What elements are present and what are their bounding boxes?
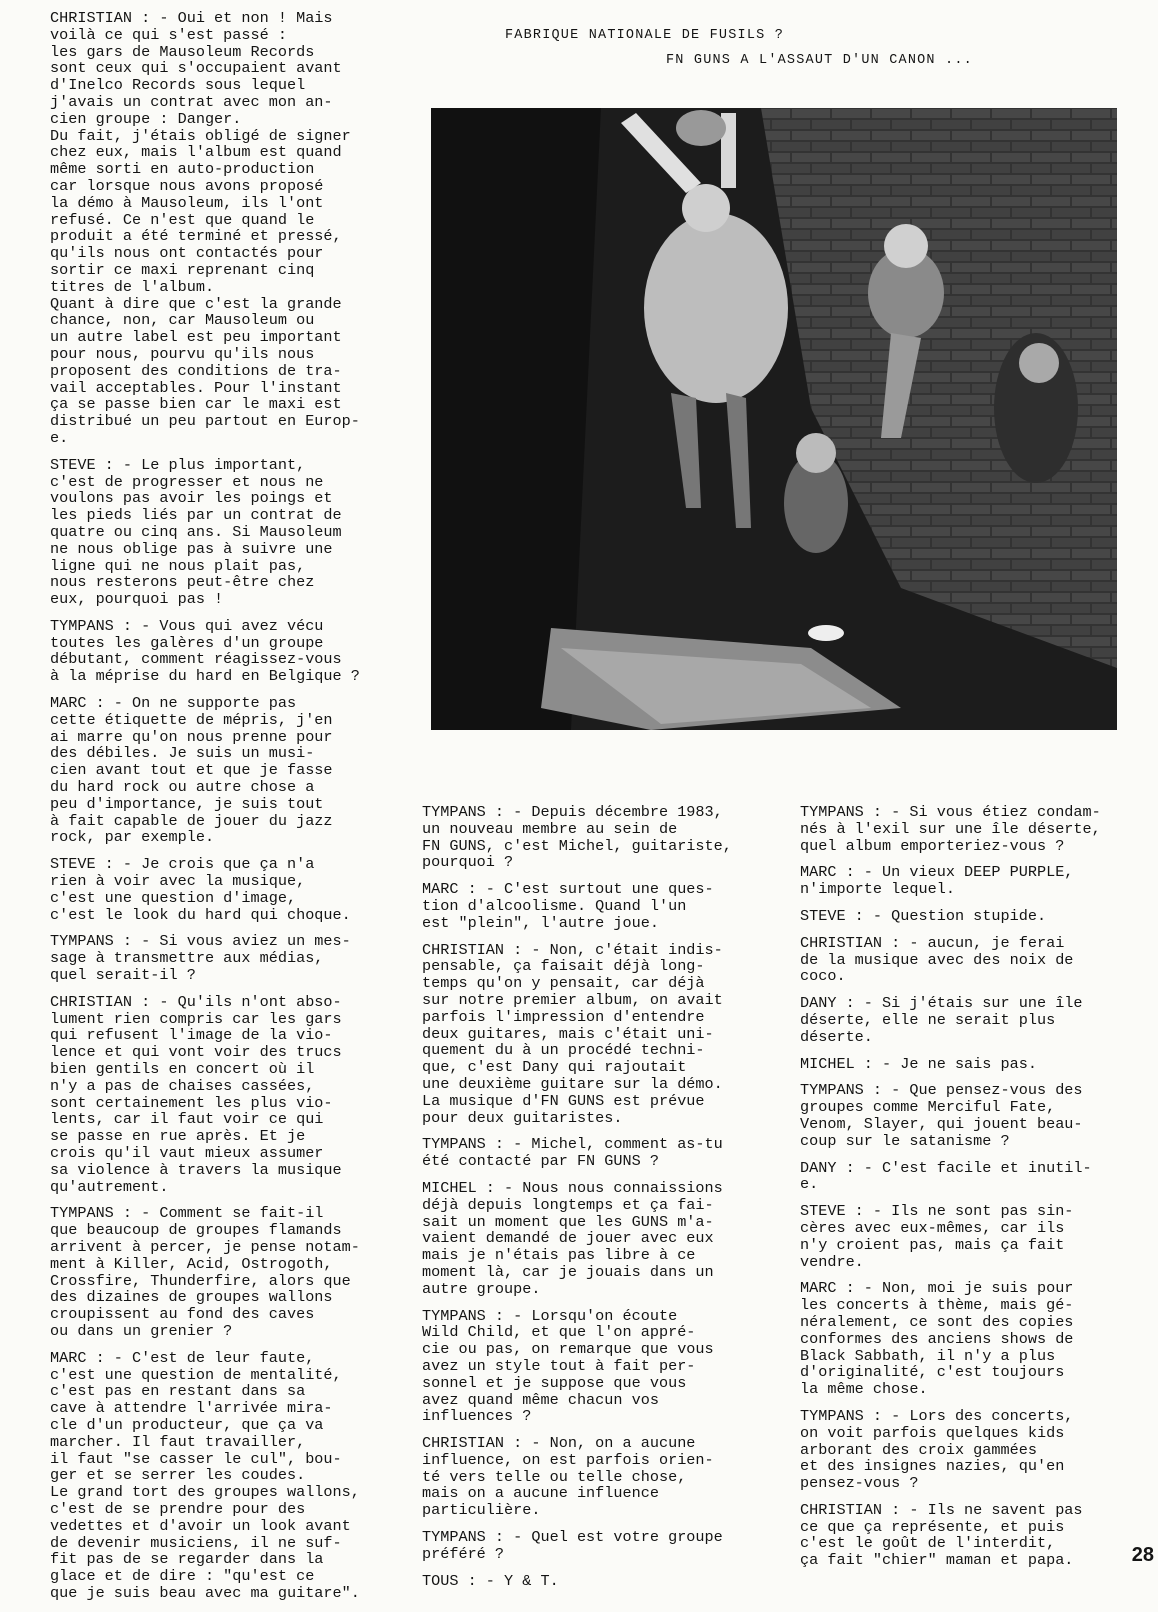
interview-paragraph: MARC : - Un vieux DEEP PURPLE, n'importe lequel. [800,863,1074,899]
interview-paragraph: TYMPANS : - Lors des concerts, on voit parfois quelques kids arborant des croix gammées et des insignes nazies, qu'en pensez-vous ? [800,1406,1074,1493]
interview-paragraph: DANY : - Si j'étais sur une île déserte, elle ne serait plus déserte. [800,994,1083,1046]
interview-paragraph: DANY : - C'est facile et inutil- e. [800,1158,1092,1194]
interview-paragraph: MARC : - Non, moi je suis pour les concerts à thème, mais gé- néralement, ce sont des copies conformes des anciens shows de Black Sabbath, il n'y a plus d'originalité, c'est toujours la même chose. [800,1279,1074,1399]
interview-paragraph: MARC : - On ne supporte pas cette étiquette de mépris, j'en ai marre qu'on nous prenne pour des débiles. Je suis un musi- cien avant tout et que je fasse du hard rock ou autre chose a peu d'importance, je suis tout à fait capable de jouer du jazz rock, par exemple. [50,694,333,847]
photo-caption-line-1: FABRIQUE NATIONALE DE FUSILS ? [505,28,785,43]
interview-paragraph: TYMPANS : - Depuis décembre 1983, un nouveau membre au sein de FN GUNS, c'est Michel, guitariste, pourquoi ? [422,803,732,872]
interview-paragraph: STEVE : - Question stupide. [800,906,1047,925]
interview-paragraph: CHRISTIAN : - Qu'ils n'ont abso- lument rien compris car les gars qui refusent l'image de la vio- lence et qui vont voir des trucs bien gentils en concert où il n'y a pas de chaises cassées, sont certainement les plus vio- lents, car il faut voir ce qui se passe en rue après. Et je crois qu'il vaut mieux assumer sa violence à travers la musique qu'autrement. [50,992,342,1196]
interview-paragraph: CHRISTIAN : - aucun, je ferai de la musique avec des noix de coco. [800,933,1074,986]
interview-paragraph: MARC : - C'est de leur faute, c'est une question de mentalité, c'est pas en restant dans sa cave à attendre l'arrivée mira- cle d'un producteur, que ça va marcher. Il faut travailler, il faut "se casser le cul", bou- ger et se serrer les coudes. Le grand tort des groupes wallons, c'est de se prendre pour des vedettes et d'avoir un look avant de devenir musiciens, il ne suf- fit pas de se regarder dans la glace et de dire : "qu'est ce que je suis beau avec ma guitare". [50,1348,360,1602]
interview-paragraph: MARC : - C'est surtout une ques- tion d'alcoolisme. Quand l'un est "plein", l'autre joue. [422,880,714,932]
interview-paragraph: STEVE : - Je crois que ça n'a rien à voir avec la musique, c'est une question d'image, c'est le look du hard qui choque. [50,855,351,924]
interview-paragraph: MICHEL : - Nous nous connaissions déjà depuis longtemps et ça fai- sait un moment que les GUNS m'a- vaient demandé de jouer avec eux mais je n'étais pas libre à ce moment là, car je jouais dans un autre groupe. [422,1178,723,1298]
interview-paragraph: MICHEL : - Je ne sais pas. [800,1054,1037,1073]
interview-paragraph: CHRISTIAN : - Ils ne savent pas ce que ça représente, et puis c'est le goût de l'interdit, ça fait "chier" maman et papa. [800,1500,1083,1570]
interview-paragraph: STEVE : - Le plus important, c'est de progresser et nous ne voulons pas avoir les poings et les pieds liés par un contrat de quatre ou cinq ans. Si Mausoleum ne nous oblige pas à suivre une ligne qui ne nous plait pas, nous resterons peut-être chez eux, pourquoi pas ! [50,455,342,609]
interview-paragraph: CHRISTIAN : - Non, on a aucune influence, on est parfois orien- té vers telle ou telle chose, mais on a aucune influence particulière. [422,1434,714,1520]
interview-paragraph: TYMPANS : - Que pensez-vous des groupes comme Merciful Fate, Venom, Slayer, qui jouent beau- coup sur le satanisme ? [800,1081,1083,1150]
interview-paragraph: TYMPANS : - Si vous étiez condam- nés à l'exil sur une île déserte, quel album emporteriez-vous ? [800,803,1101,855]
interview-paragraph: TYMPANS : - Quel est votre groupe préféré ? [422,1528,723,1563]
page-number: 28 [1131,1544,1154,1566]
interview-paragraph: CHRISTIAN : - Oui et non ! Mais voilà ce qui s'est passé : les gars de Mausoleum Records sont ceux qui s'occupaient avant d'Inelco Records sous lequel j'avais un contrat avec mon an- cien groupe : Danger. Du fait, j'étais obligé de signer chez eux, mais l'album est quand même sorti en auto-production car lorsque nous avons proposé la démo à Mausoleum, ils l'ont refusé. Ce n'est que quand le produit a été terminé et pressé, qu'ils nous ont contactés pour sortir ce maxi reprenant cinq titres de l'album. Quant à dire que c'est la grande chance, non, car Mausoleum ou un autre label est peu important pour nous, pourvu qu'ils nous proposent des conditions de tra- vail acceptables. Pour l'instant ça se passe bien car le maxi est distribué un peu partout en Europ- e. [50,9,360,447]
interview-paragraph: TOUS : - Y & T. [422,1571,559,1590]
interview-paragraph: TYMPANS : - Lorsqu'on écoute Wild Child, et que l'on appré- cie ou pas, on remarque que vous avez un style tout à fait per- sonnel et je suppose que vous avez quand même chacun vos influences ? [422,1306,714,1426]
interview-paragraph: TYMPANS : - Michel, comment as-tu été contacté par FN GUNS ? [422,1135,723,1171]
interview-paragraph: TYMPANS : - Si vous aviez un mes- sage à transmettre aux médias, quel serait-il ? [50,932,351,985]
text-column-left [50,10,390,1612]
photo-caption-line-2: FN GUNS A L'ASSAUT D'UN CANON ... [666,53,973,68]
text-column-middle [422,804,782,1599]
interview-paragraph: CHRISTIAN : - Non, c'était indis- pensable, ça faisait déjà long- temps qu'on y pensait, car déjà sur notre premier album, on avait parfois l'impression d'entendre deux guitares, mais c'était uni- quement du à un procédé techni- que, c'est Dany qui rajoutait une deuxième guitare sur la démo. La musique d'FN GUNS est prévue pour deux guitaristes. [422,940,723,1127]
text-column-right [800,804,1130,1579]
interview-paragraph: STEVE : - Ils ne sont pas sin- cères avec eux-mêmes, car ils n'y croient pas, mais ça fait vendre. [800,1202,1074,1271]
interview-paragraph: TYMPANS : - Comment se fait-il que beaucoup de groupes flamands arrivent à percer, je pense notam- ment à Killer, Acid, Ostrogoth, Crossfire, Thunderfire, alors que des dizaines de groupes wallons croupissent au fond des caves ou dans un grenier ? [50,1204,360,1340]
band-photo [431,108,1117,730]
interview-paragraph: TYMPANS : - Vous qui avez vécu toutes les galères d'un groupe débutant, comment réagissez-vous à la méprise du hard en Belgique ? [50,616,360,686]
